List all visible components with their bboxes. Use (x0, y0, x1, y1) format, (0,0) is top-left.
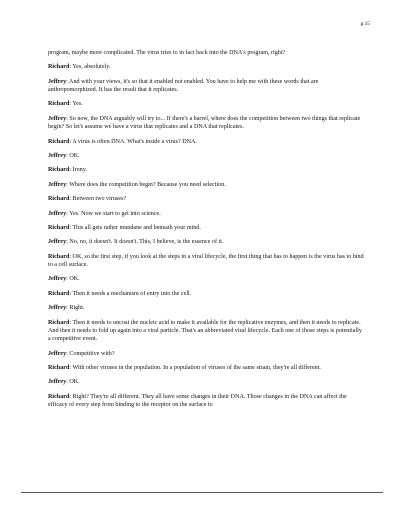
paragraph-text: Yes, absolutely. (72, 64, 111, 71)
speaker-name: Jeffrey (48, 152, 67, 159)
paragraph-text: OK. (69, 379, 80, 386)
footer-rule (21, 492, 383, 493)
transcript-paragraph: Jeffrey: Where does the competition begin? Because you need selection. (48, 181, 226, 188)
speaker-name: Jeffrey (48, 239, 67, 246)
transcript-paragraph: Jeffrey: So now, the DNA arguably will try to... If there's a barrel, where does the competition between two things that replicate begin? So let's assume we have a virus that replicates and a DNA that replicates. (48, 115, 361, 131)
paragraph-text: Right? They're all different. They all have some changes in their DNA. Those changes in the DNA can affect the efficacy of every step from binding to the receptor on the surface to (48, 393, 347, 408)
speaker-name: Richard (48, 290, 70, 297)
paragraph-text: OK, so the first step, if you look at the steps in a viral lifecycle, the first thing that has to happen is the virus has to bind to a cell surface. (48, 253, 364, 268)
speaker-name: Richard (48, 253, 70, 260)
paragraph-text: Then it needs a mechanism of entry into the cell. (72, 290, 192, 297)
speaker-name: Richard (48, 224, 70, 231)
paragraph-text: Irony. (72, 167, 87, 174)
transcript-paragraph: Richard: Right? They're all different. They all have some changes in their DNA. Those changes in the DNA can affect the efficacy of every step from binding to the receptor on the surface to (48, 393, 347, 408)
speaker-name: Jeffrey (48, 78, 67, 85)
paragraph-text: Yes. (72, 101, 83, 108)
transcript-paragraph: Jeffrey: Right. (48, 305, 85, 312)
paragraph-text: A virus is often DNA. What's inside a virus? DNA. (72, 138, 197, 145)
speaker-name: Jeffrey (48, 350, 67, 357)
paragraph-text: OK. (69, 276, 80, 283)
transcript-paragraph: Richard: Yes, absolutely. (48, 64, 111, 71)
paragraph-text: program, maybe more complicated. The virus tries to in fact hack into the DNA's program, right? (48, 50, 286, 56)
transcript-paragraph: Richard: With other viruses in the population. In a population of viruses of the same strain, they're all different. (48, 364, 321, 371)
transcript-paragraph: Richard: A virus is often DNA. What's inside a virus? DNA. (48, 138, 197, 145)
transcript-paragraph: Jeffrey: And with your views, it's so that it enabled not enabled. You have to help me with these words that are anthropomorphized. It has the result that it replicates. (48, 78, 319, 94)
speaker-name: Jeffrey (48, 305, 67, 312)
speaker-name: Richard (48, 393, 70, 400)
speaker-name: Jeffrey (48, 379, 67, 386)
paragraph-text: No, no, it doesn't. It doesn't. This, I believe, is the essence of it. (69, 239, 224, 246)
transcript-paragraph: Richard: Between two viruses? (48, 196, 127, 203)
paragraph-text: Right. (69, 305, 85, 312)
transcript-paragraph: Jeffrey: OK. (48, 379, 80, 386)
transcript-paragraph: Jeffrey: No, no, it doesn't. It doesn't. This, I believe, is the essence of it. (48, 239, 224, 246)
transcript-paragraph: Richard: Then it needs a mechanism of entry into the cell. (48, 290, 192, 297)
transcript-paragraph (48, 49, 364, 57)
transcript-paragraph: Richard: Yes. (48, 101, 83, 108)
speaker-name: Richard (48, 196, 70, 203)
speaker-name: Jeffrey (48, 115, 67, 122)
transcript-paragraph: Jeffrey: Yes. Now we start to get into science. (48, 210, 161, 217)
transcript-paragraph: Richard: OK, so the first step, if you look at the steps in a viral lifecycle, the first thing that has to happen is the virus has to bind to a cell surface. (48, 253, 364, 268)
paragraph-text: With other viruses in the population. In a population of viruses of the same strain, they're all different. (72, 364, 321, 371)
speaker-name: Richard (48, 167, 70, 174)
transcript-paragraph: Richard: Irony. (48, 167, 87, 174)
transcript-paragraph: Jeffrey: OK. (48, 152, 80, 159)
paragraph-text: Competitive with? (69, 350, 115, 357)
speaker-name: Richard (48, 138, 70, 145)
speaker-name: Richard (48, 64, 70, 71)
speaker-name: Richard (48, 319, 70, 326)
page-number: p.15 (360, 21, 370, 27)
paragraph-text: So now, the DNA arguably will try to... If there's a barrel, where does the competition between two things that replicate begin? So let's assume we have a virus that replicates and a DNA that replicates. (48, 115, 361, 131)
paragraph-text: OK. (69, 152, 80, 159)
transcript-paragraph: Richard: This all gets rather mundane and beneath your mind. (48, 224, 201, 231)
speaker-name: Richard (48, 364, 70, 371)
transcript-paragraph: Richard: Then it needs to uncoat the nucleic acid to make it available for the replicative enzymes, and then it needs to replicate. And then it needs to fold up again into a viral particle. That's an abbreviated viral lifecycle. Each one of those steps is potentially a competitive event. (48, 319, 362, 343)
paragraph-text: Yes. Now we start to get into science. (69, 210, 161, 217)
transcript-body (48, 49, 364, 415)
speaker-name: Richard (48, 101, 70, 108)
paragraph-text: Between two viruses? (72, 196, 127, 203)
speaker-name: Jeffrey (48, 210, 67, 217)
speaker-name: Jeffrey (48, 181, 67, 188)
paragraph-text: Where does the competition begin? Because you need selection. (69, 181, 226, 188)
transcript-paragraph: Jeffrey: Competitive with? (48, 350, 115, 357)
paragraph-text: Then it needs to uncoat the nucleic acid to make it available for the replicative enzymes, and then it needs to replicate. And then it needs to fold up again into a viral particle. That's an abbreviated viral lifecycle. Each one of those steps is potentially a competitive event. (48, 319, 362, 343)
speaker-name: Jeffrey (48, 276, 67, 283)
paragraph-text: This all gets rather mundane and beneath your mind. (72, 224, 201, 231)
paragraph-text: And with your views, it's so that it enabled not enabled. You have to help me with these words that are anthropomorphized. It has the result that it replicates. (48, 78, 319, 94)
transcript-paragraph: Jeffrey: OK. (48, 276, 80, 283)
